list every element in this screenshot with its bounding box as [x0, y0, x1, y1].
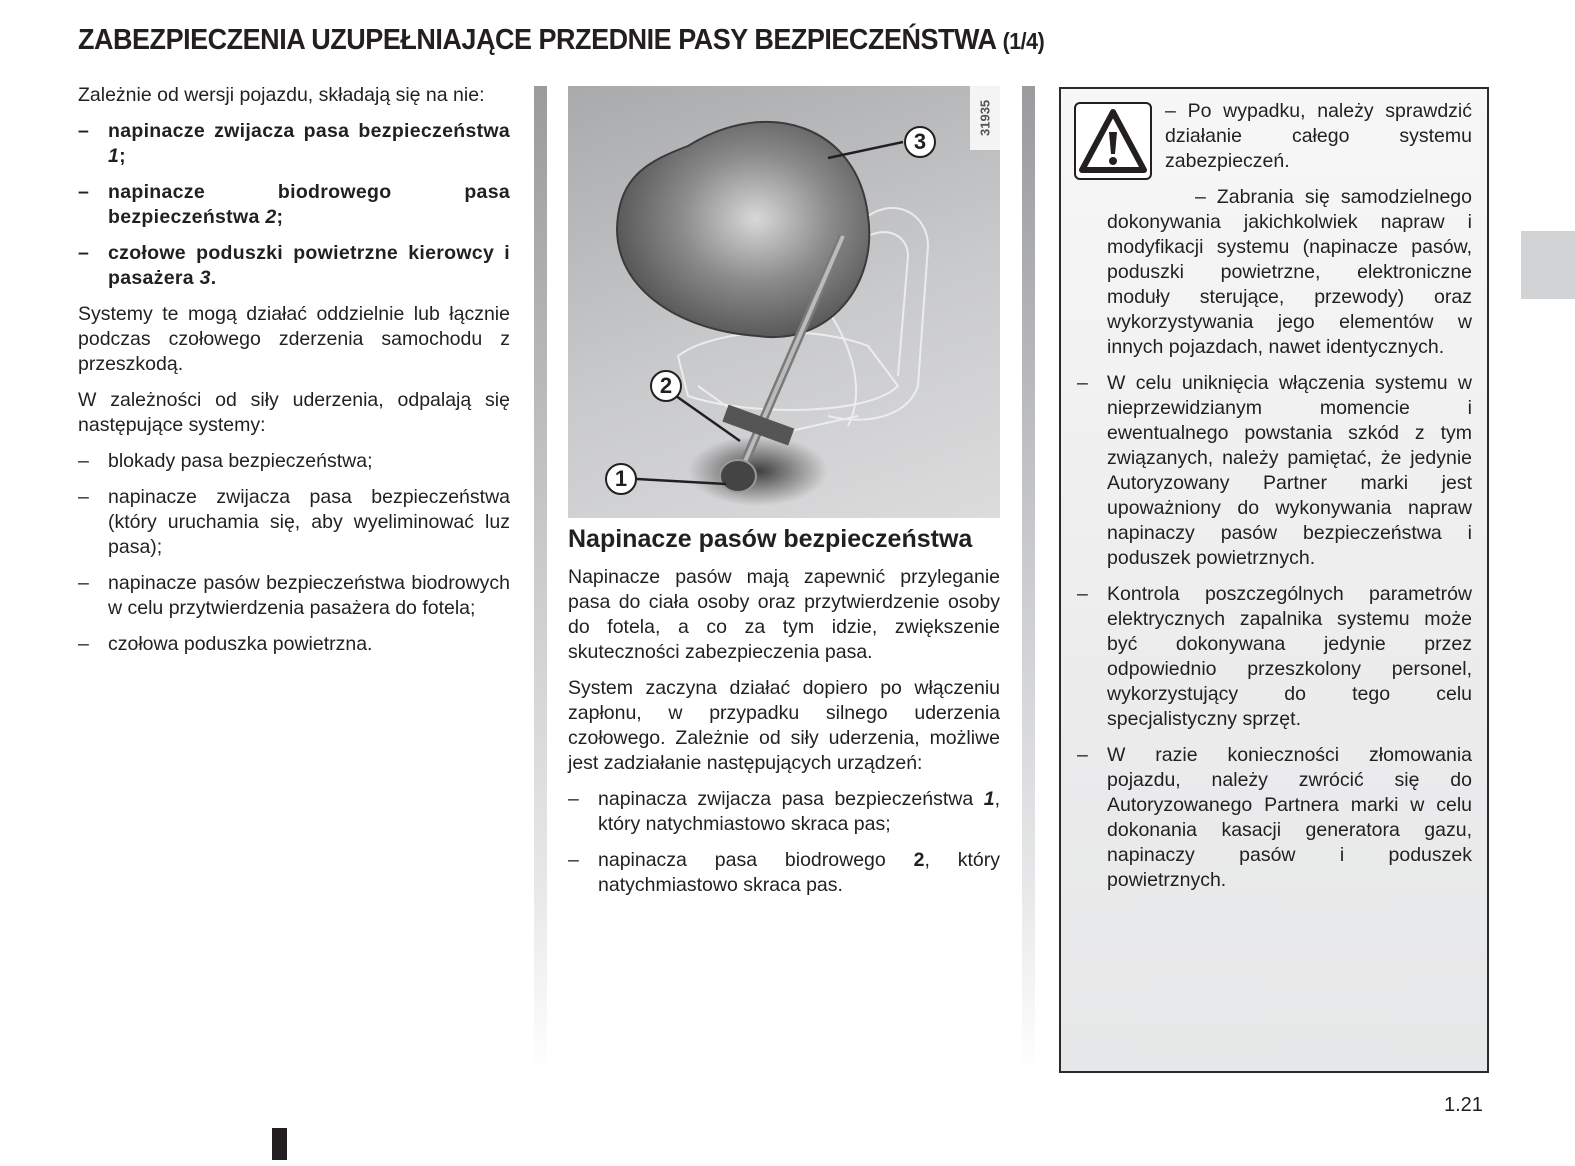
seat-belt-airbag-diagram-icon: [568, 86, 1000, 518]
components-list: [78, 119, 510, 291]
ref-number: 3: [199, 267, 211, 289]
dash: –: [78, 450, 89, 472]
list-item: – napinacze biodrowego pasa bezpieczeństwa 2;: [78, 181, 510, 228]
section-heading: Napinacze pasów bezpieczeństwa: [568, 525, 973, 553]
list-item: – czołowe poduszki powietrzne kierowcy i pasażera 3.: [78, 242, 510, 289]
list-item: – napinacze zwijacza pasa bezpieczeństwa (który uruchamia się, aby wyeliminować luz pasa);: [78, 486, 510, 558]
list-item: – W razie konieczności złomowania pojazdu, należy zwrócić się do Autoryzowanego Partnera marki w celu dokonania kasacji generatora gazu, napinaczy pasów i poduszek powietrznych.: [1077, 744, 1472, 891]
warning-list: [1077, 371, 1472, 893]
dash: –: [568, 849, 579, 871]
ref-number: 1: [983, 788, 995, 810]
callout-1: 1: [605, 463, 637, 495]
activation-paragraph: System zaczyna działać dopiero po włączeniu zapłonu, w przypadku silnego uderzenia czołowego. Zależnie od siły uderzenia, możliwe jest zadziałanie następujących urządzeń:: [568, 677, 1000, 774]
list-item: – Kontrola poszczególnych parametrów elektrycznych zapalnika systemu może być dokonywana jedynie przez odpowiednio przeszkolony personel, wykorzystujący do tego celu specjalistyczny sprzęt.: [1077, 583, 1472, 730]
impact-paragraph: W zależności od siły uderzenia, odpalają się następujące systemy:: [78, 389, 510, 436]
callout-2: 2: [650, 370, 682, 402]
systems-list: [78, 449, 510, 657]
column-divider: [534, 86, 547, 1076]
chapter-tab-marker: [1521, 231, 1575, 299]
column-divider: [1022, 86, 1035, 1076]
dash: –: [78, 633, 89, 655]
seat-airbag-illustration: [568, 86, 1000, 518]
page-title: [78, 24, 1044, 57]
warning-text: [1077, 99, 1472, 904]
dash: –: [78, 572, 89, 594]
dash: –: [78, 120, 90, 142]
page-title-text: ZABEZPIECZENIA UZUPEŁNIAJĄCE PRZEDNIE PASY BEZPIECZEŃSTWA: [78, 24, 996, 56]
devices-list: [568, 787, 1000, 898]
page-number: 1.21: [1444, 1094, 1483, 1116]
pretensioner-paragraph: Napinacze pasów mają zapewnić przyleganie pasa do ciała osoby oraz przytwierdzenie osoby do fotela, a co za tym idzie, zwiększenie skuteczności zabezpieczenia pasa.: [568, 566, 1000, 663]
systems-paragraph: Systemy te mogą działać oddzielnie lub łącznie podczas czołowego zderzenia samochodu z przeszkodą.: [78, 303, 510, 375]
list-item: – blokady pasa bezpieczeństwa;: [78, 450, 373, 472]
callout-3: 3: [904, 126, 936, 158]
list-item: – W celu uniknięcia włączenia systemu w nieprzewidzianym momencie i ewentualnego powstania szkód z tym związanych, należy pamiętać, że jedynie Autoryzowany Partner marki jest upoważniony do wykonywania napraw napinaczy pasów bezpieczeństwa i poduszek powietrznych.: [1077, 372, 1472, 569]
figure-id: 31935: [970, 86, 1000, 150]
dash: –: [78, 181, 90, 203]
warning-item-2: – Zabrania się samodzielnego dokonywania jakichkolwiek napraw i modyfikacji systemu (napinacze pasów, poduszki powietrzne, elektroniczne moduły sterujące, przewody) oraz wykorzystywania jego elementów w innych pojazdach, nawet identycznych.: [1107, 186, 1472, 358]
ref-number: 2: [913, 849, 925, 871]
list-item: – napinacza pasa biodrowego 2, który natychmiastowo skraca pas.: [568, 849, 1001, 896]
dash: –: [78, 486, 89, 508]
dash: –: [78, 242, 90, 264]
warning-item-1: – Po wypadku, należy sprawdzić działanie całego systemu zabezpieczeń.: [1165, 100, 1473, 172]
list-item: – napinacze pasów bezpieczeństwa biodrowych w celu przytwierdzenia pasażera do fotela;: [78, 572, 510, 619]
list-item: – napinacza zwijacza pasa bezpieczeństwa 1, który natychmiastowo skraca pas;: [568, 788, 1000, 835]
ref-number: 1: [108, 145, 120, 167]
page-title-part: (1/4): [1002, 28, 1045, 54]
list-item: – czołowa poduszka powietrzna.: [78, 633, 373, 655]
ref-number: 2: [265, 206, 277, 228]
dash: –: [568, 788, 579, 810]
middle-column: [568, 524, 1000, 909]
left-column: [78, 83, 510, 668]
list-item: – napinacze zwijacza pasa bezpieczeństwa 1;: [78, 120, 510, 167]
intro-text: Zależnie od wersji pojazdu, składają się na nie:: [78, 84, 485, 106]
print-mark: [272, 1128, 287, 1160]
